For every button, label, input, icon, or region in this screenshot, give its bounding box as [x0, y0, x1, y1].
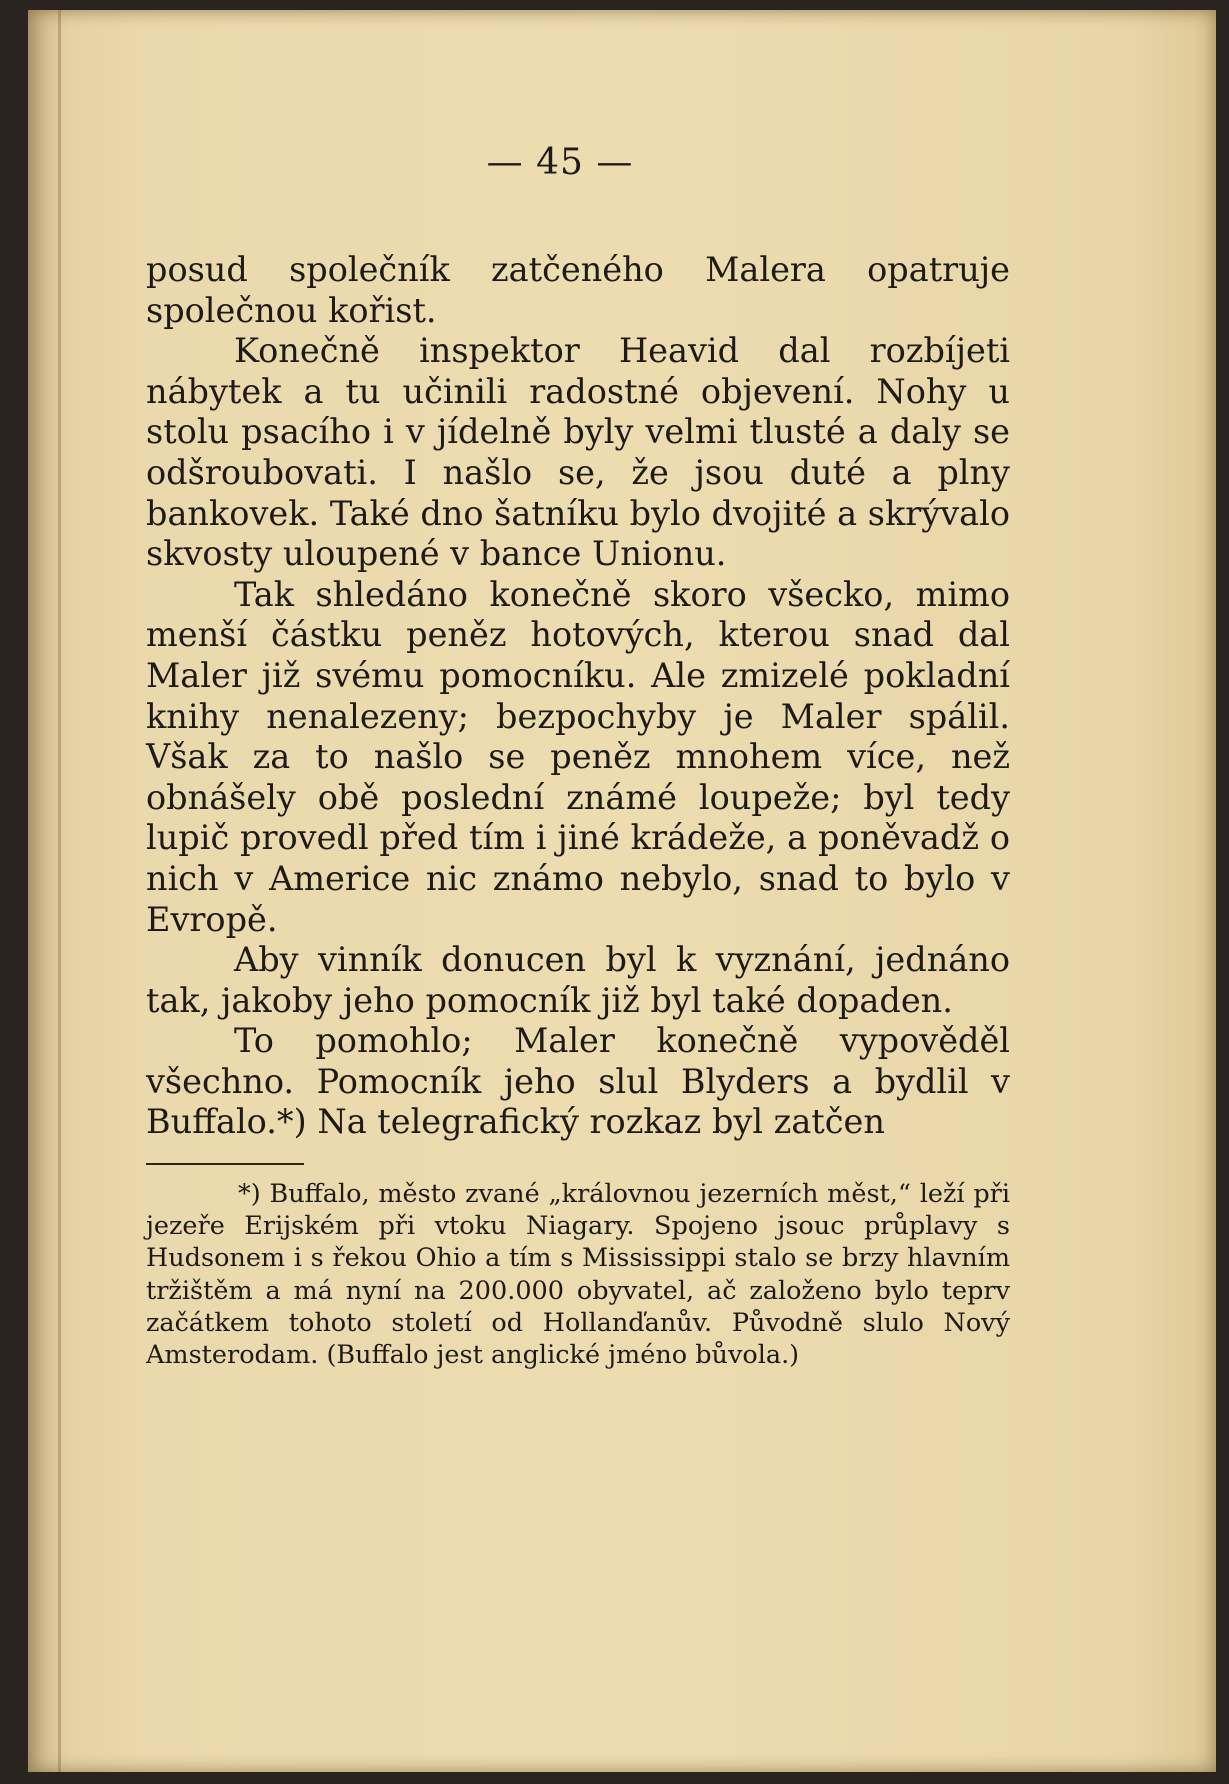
- footnote: *) Buffalo, město zvané „královnou jezerních měst,“ leží při jezeře Erijském při vtoku Niagary. Spojeno jsouc průplavy s Hudsonem i s řekou Ohio a tím s Mississippi stalo se brzy hlavním tržištěm a má nyní na 200.000 obyvatel, ač založeno bylo teprv začátkem tohoto století od Hollanďanův. Původně slulo Nový Amsterodam. (Buffalo jest anglické jméno bůvola.): [146, 1179, 1010, 1371]
- paragraph: posud společník zatčeného Malera opatruje společnou kořist.: [146, 250, 1010, 330]
- main-text: [146, 250, 1010, 1143]
- binding-gutter: [58, 10, 61, 1772]
- paragraph: Konečně inspektor Heavid dal rozbíjeti nábytek a tu učinili radostné objevení. Nohy u stolu psacího i v jídelně byly velmi tlusté a daly se odšroubovati. I našlo se, že jsou duté a plny bankovek. Také dno šatníku bylo dvojité a skrývalo skvosty uloupené v bance Unionu.: [146, 331, 1010, 574]
- footnote-separator: [146, 1163, 304, 1165]
- paragraph: Aby vinník donucen byl k vyznání, jednáno tak, jakoby jeho pomocník již byl také dopaden.: [146, 940, 1010, 1020]
- paragraph: To pomohlo; Maler konečně vypověděl všechno. Pomocník jeho slul Blyders a bydlil v Buffalo.*) Na telegrafický rozkaz byl zatčen: [146, 1021, 1010, 1142]
- paragraph: Tak shledáno konečně skoro všecko, mimo menší částku peněz hotových, kterou snad dal Maler již svému pomocníku. Ale zmizelé pokladní knihy nenalezeny; bezpochyby je Maler spálil. Však za to našlo se peněz mnohem více, než obnášely obě poslední známé loupeže; byl tedy lupič provedl před tím i jiné krádeže, a poněvadž o nich v Americe nic známo nebylo, snad to bylo v Evropě.: [146, 574, 1010, 939]
- page-number: — 45 —: [486, 142, 634, 183]
- paper-sheet: [28, 10, 1216, 1772]
